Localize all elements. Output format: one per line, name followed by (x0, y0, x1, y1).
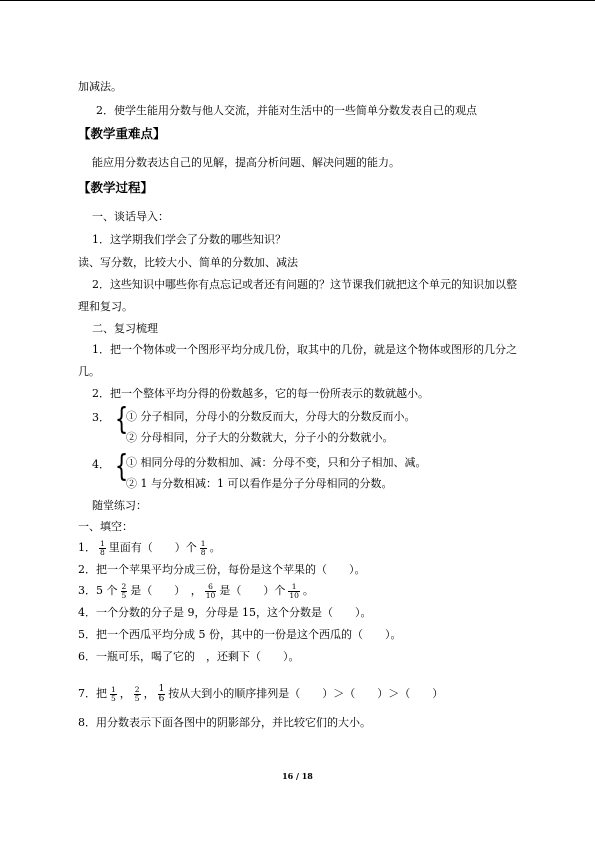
text-line: 随堂练习： (92, 499, 147, 512)
text-line: 2．这些知识中哪些你有点忘记或者还有问题的？这节课我们就把这个单元的知识加以整 (92, 278, 517, 291)
fraction: $\frac{1}{8}$ (200, 538, 206, 557)
fraction: $\frac{1}{10}$ (289, 581, 299, 600)
list-item: ① 分子相同，分母小的分数反而大，分母大的分数反而小。 (126, 410, 416, 423)
text-line: 能应用分数表达自己的见解，提高分析问题、解决问题的能力。 (92, 156, 400, 169)
section-heading-process: 【教学过程】 (78, 180, 154, 195)
list-item: ① 相同分母的分数相加、减：分母不变，只和分子相加、减。 (126, 456, 427, 469)
text-line: 二、复习梳理 (92, 322, 158, 335)
text-line: 理和复习。 (78, 300, 133, 313)
question-7: 7．把 $\frac{1}{5}$ ， $\frac{2}{5}$ ， $\frac{1}{6}$ 按从大到小的顺序排列是（ ）＞（ ）＞（ ） (78, 683, 444, 704)
question-3: 3．5 个 $\frac{2}{5}$ 是（ ） ， $\frac{6}{10}$ 是（ ）个 $\frac{1}{10}$ 。 (78, 581, 314, 600)
text-line: 1．这学期我们学会了分数的哪些知识？ (92, 233, 286, 246)
question-4: 4．一个分数的分子是 9，分母是 15，这个分数是（ ）。 (78, 606, 372, 619)
question-6: 6．一瓶可乐，喝了它的 ，还剩下（ ）。 (78, 650, 300, 663)
page-number: 16 / 18 (282, 771, 313, 781)
fraction: $\frac{2}{5}$ (134, 684, 140, 703)
left-brace: { (114, 449, 129, 484)
text-line: 2．把一个整体平均分得的份数越多，它的每一份所表示的数就越小。 (92, 387, 429, 400)
text-line: 1．把一个物体或一个图形平均分成几份，取其中的几份，就是这个物体或图形的几分之 (92, 343, 517, 356)
text-line: 加减法。 (78, 80, 122, 93)
fraction: $\frac{2}{5}$ (121, 581, 127, 600)
list-item: ② 分母相同，分子大的分数就大，分子小的分数就小。 (126, 431, 394, 444)
section-heading-key-points: 【教学重难点】 (78, 126, 166, 141)
text-line: 一、填空： (78, 520, 133, 533)
text-line: 读、写分数，比较大小、简单的分数加、减法 (78, 256, 298, 269)
list-item: ② 1 与分数相减：1 可以看作是分子分母相同的分数。 (126, 477, 393, 490)
question-1: 1． $\frac{1}{8}$ 里面有（ ）个 $\frac{1}{8}$ 。 (78, 538, 221, 557)
left-brace: { (114, 402, 129, 437)
text-line: 一、谈话导入： (92, 210, 169, 223)
question-8: 8．用分数表示下面各图中的阴影部分，并比较它们的大小。 (78, 716, 371, 729)
fraction: $\frac{1}{6}$ (158, 683, 165, 704)
top-rule (0, 0, 595, 1)
fraction: $\frac{6}{10}$ (205, 581, 216, 600)
question-2: 2．把一个苹果平均分成三份，每份是这个苹果的（ ）。 (78, 563, 366, 576)
fraction: $\frac{1}{8}$ (100, 538, 105, 557)
list-number: 3． (92, 411, 110, 424)
objective-2: 2．使学生能用分数与他人交流，并能对生活中的一些简单分数发表自己的观点 (96, 104, 477, 117)
text-line: 几。 (78, 365, 100, 378)
fraction: $\frac{1}{5}$ (111, 684, 116, 703)
list-number: 4． (92, 458, 110, 471)
question-5: 5．把一个西瓜平均分成 5 份，其中的一份是这个西瓜的（ ）。 (78, 628, 402, 641)
